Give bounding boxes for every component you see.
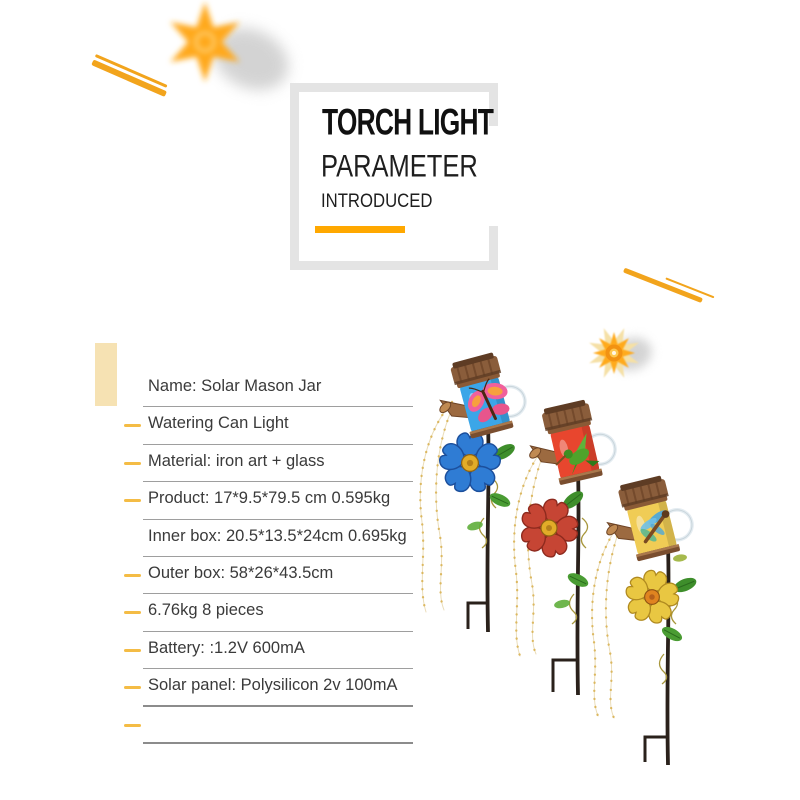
parameter-text: 6.76kg 8 pieces (148, 601, 264, 620)
parameter-text: Name: Solar Mason Jar (148, 377, 322, 395)
string-lights (514, 450, 544, 656)
dash-icon (124, 611, 141, 614)
parameter-text: Outer box: 58*26*43.5cm (148, 563, 334, 582)
parameter-text: Solar panel: Polysilicon 2v 100mA (148, 676, 398, 695)
parameter-row (124, 407, 413, 444)
stake-fork (645, 737, 668, 762)
metal-flower (437, 433, 502, 495)
parameter-row (124, 520, 413, 557)
parameter-text: Product: 17*9.5*79.5 cm 0.595kg (148, 489, 391, 508)
parameter-row (124, 594, 413, 631)
parameter-text: Watering Can Light (148, 414, 289, 433)
dash-icon (124, 574, 141, 577)
diagonal-lines-right (623, 262, 715, 307)
small-sun-icon (582, 321, 646, 385)
parameter-row (124, 482, 413, 519)
watering-can-jar (595, 471, 698, 568)
parameter-row (124, 445, 413, 482)
title-line2: PARAMETER (321, 149, 478, 184)
parameter-text: Battery: :1.2V 600mA (148, 638, 305, 657)
parameter-text: Material: iron art + glass (148, 451, 325, 470)
parameter-row (124, 370, 413, 407)
string-lights (420, 402, 454, 612)
product-photo-yellow-jar (588, 484, 718, 784)
dash-icon (124, 724, 141, 727)
parameter-row (124, 669, 413, 706)
stake-fork (468, 603, 488, 629)
dash-icon (124, 424, 141, 427)
dash-icon (124, 462, 141, 465)
parameter-row (124, 632, 413, 669)
title-box (290, 83, 498, 270)
garden-stake (667, 546, 668, 765)
watering-can-jar (519, 395, 621, 490)
stake-fork (553, 660, 578, 692)
parameter-list (124, 370, 413, 744)
title-line1: TORCH LIGHT (322, 101, 494, 143)
parameter-row (124, 707, 413, 744)
parameter-text: Inner box: 20.5*13.5*24cm 0.695kg (148, 526, 407, 545)
accent-underline (315, 226, 405, 233)
string-lights (592, 526, 620, 718)
beige-accent-bar (95, 343, 117, 406)
dash-icon (124, 499, 141, 502)
sun-icon (150, 0, 260, 97)
thick-line (623, 268, 703, 303)
parameter-row (124, 557, 413, 594)
title-line3: INTRODUCED (321, 191, 433, 212)
dash-icon (124, 686, 141, 689)
dash-icon (124, 649, 141, 652)
